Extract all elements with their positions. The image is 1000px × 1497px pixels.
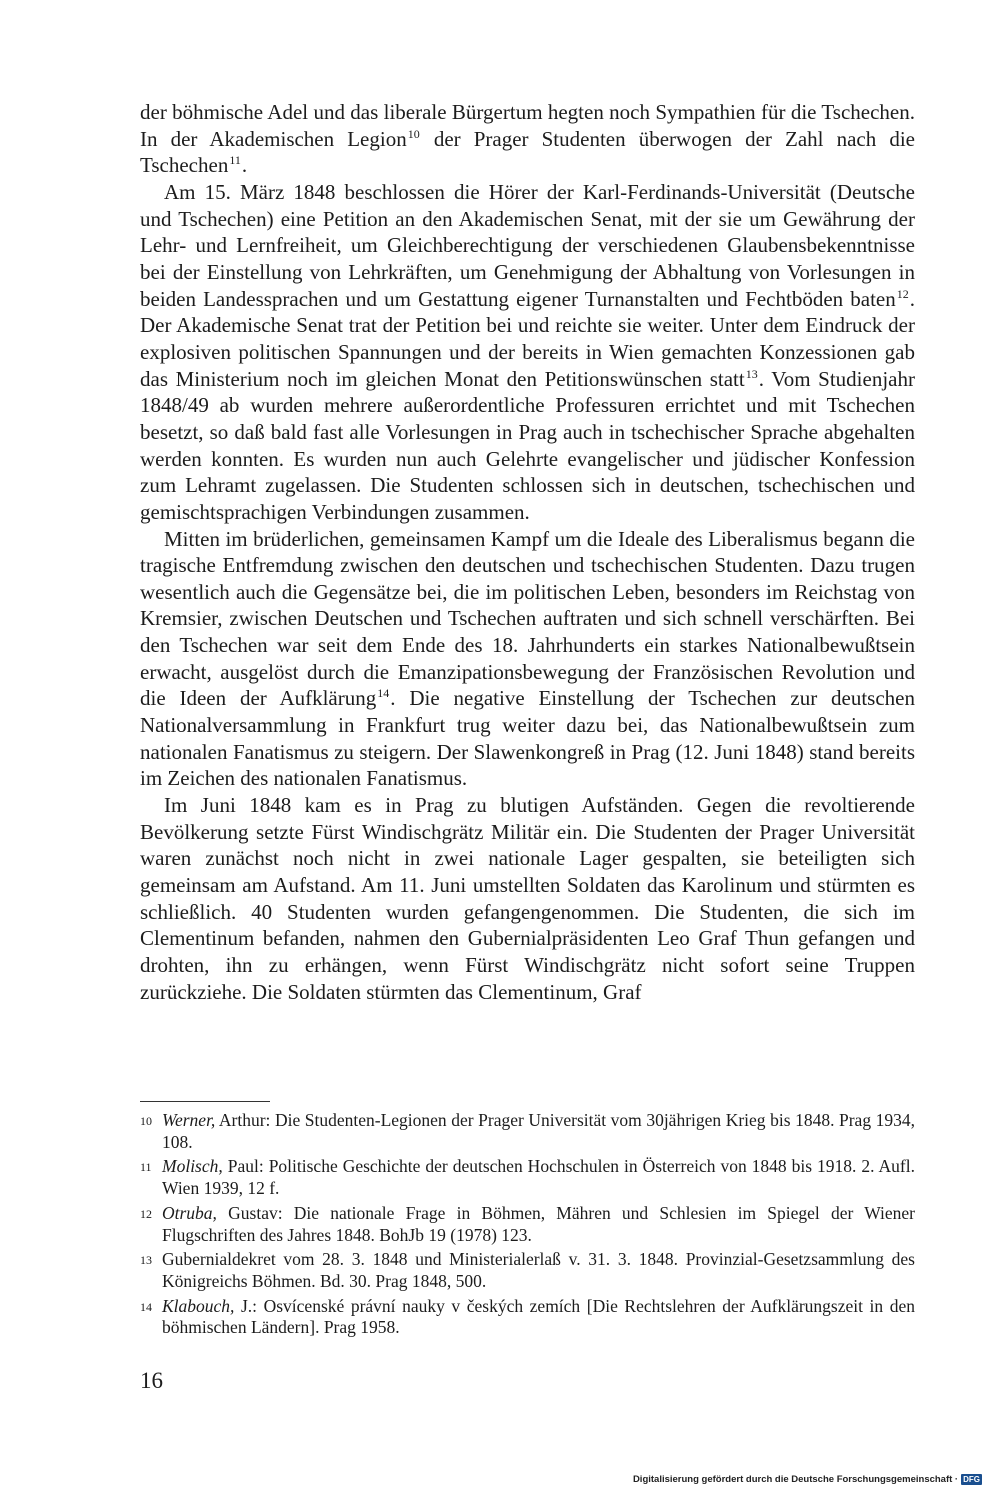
footnote [140,1249,915,1293]
footnote-citation: Gustav: Die nationale Frage in Böhmen, Mähren und Schlesien im Spiegel der Wiener Flugschriften des Jahres 1848. BohJb 19 (1978) 123. [162,1202,915,1245]
credit-text: Digitalisierung gefördert durch die Deutsche Forschungsgemeinschaft · [632,1474,959,1485]
text-run: der Prager Studenten überwogen der Zahl nach die Tschechen [140,126,915,178]
footnote-citation: Gubernialdekret vom 28. 3. 1848 und Ministerialerlaß v. 31. 3. 1848. Provinzial-Gesetzsammlung des Königreichs Böhmen. Bd. 30. Prag 1848, 500. [162,1249,915,1291]
text-run: . Die negative Einstellung der Tschechen zur deutschen Nationalversammlung in Frankfurt trug weiter dazu bei, das Nationalbewußtsein zum nationalen Fanatismus zu steigern. Der Slawenkongreß in Prag (12. Juni 1848) stand bereits im Zeichen des nationalen Fanatismus. [140,686,915,791]
footnote-ref: 10 [407,126,420,141]
footnote-ref: 11 [229,153,241,168]
text-run: . Der Akademische Senat trat der Petition bei und reichte sie weiter. Unter dem Eindruck der explosiven politischen Spannungen und der bereits in Wien gemachten Konzessionen gab das Ministerium noch im gleichen Monat den Petitionswünschen statt [140,286,915,391]
paragraph [140,526,915,793]
footnote-number: 10 [140,1114,152,1128]
footnote-text [162,1249,915,1293]
page-number: 16 [140,1368,163,1393]
footnote-author: Otruba, [162,1202,217,1223]
body-text [140,99,915,1005]
footnote-number: 11 [140,1160,152,1175]
footnote [140,1110,915,1154]
footnotes [140,1110,915,1342]
footnote-author: Molisch, [162,1156,223,1177]
footnote-text [162,1203,915,1247]
footnote-citation: Paul: Politische Geschichte der deutschen Hochschulen in Österreich von 1848 bis 1918. 2. Aufl. Wien 1939, 12 f. [162,1156,915,1199]
footnote-citation: Arthur: Die Studenten-Legionen der Prager Universität vom 30jährigen Krieg bis 1848. Prag 1934, 108. [162,1110,915,1152]
text-run: . Vom Studienjahr 1848/49 ab wurden mehrere außerordentliche Professuren errichtet und mit Tschechen besetzt, so daß bald fast alle Vorlesungen in Prag auch in tschechischer Sprache abgehalten werden konnten. Es wurden nun auch Gelehrte evangelischer und jüdischer Konfession zum Lehramt zugelassen. Die Studenten schlossen sich in deutschen, tschechischen und gemischtsprachigen Verbindungen zusammen. [140,366,915,524]
text-run: der böhmische Adel und das liberale Bürgertum hegten noch Sympathien für die Tschechen. In der Akademischen Legion [140,100,915,151]
footnote-citation: J.: Osvícenské právní nauky v českých zemích [Die Rechtslehren der Aufklärungszeit in den böhmischen Ländern]. Prag 1958. [162,1295,915,1338]
footnote-number: 14 [140,1299,152,1314]
footnote [140,1296,915,1340]
footnote-ref: 14 [377,686,390,701]
footnote-separator [140,1101,270,1102]
footnote-number: 13 [140,1253,152,1268]
footnote-author: Klabouch, [162,1295,235,1316]
text-run: Im Juni 1848 kam es in Prag zu blutigen Aufständen. Gegen die revoltierende Bevölkerung setzte Fürst Windischgrätz Militär ein. Die Studenten der Prager Universität waren zunächst noch nicht in zwei nationale Lager gespalten, sie beteiligten sich gemeinsam am Aufstand. Am 11. Juni umstellten Soldaten das Karolinum und stürmten es schließlich. 40 Studenten wurden gefangengenommen. Die Studenten, die sich im Clementinum befanden, nahmen den Gubernialpräsidenten Leo Graf Thun gefangen und drohten, ihn zu erhängen, wenn Fürst Windischgrätz nicht sofort seine Truppen zurückziehe. Die Soldaten stürmten das Clementinum, Graf [140,793,915,1004]
footnote-text [162,1110,915,1154]
footnote-text [162,1156,915,1200]
text-run: Am 15. März 1848 beschlossen die Hörer der Karl-Ferdinands-Universität (Deutsche und Tschechen) eine Petition an den Akademischen Senat, mit der sie um Gewährung der Lehr- und Lernfreiheit, um Gleichberechtigung der verschiedenen Glaubensbekenntnisse bei der Einstellung von Lehrkräften, um Genehmigung der Abhaltung von Vorlesungen in beiden Landessprachen und um Gestattung eigener Turnanstalten und Fechtböden baten [140,179,915,311]
paragraph [140,792,915,1005]
paragraph [140,99,915,179]
footnote-author: Werner, [162,1110,216,1130]
footnote-number: 12 [140,1206,152,1221]
footnote [140,1203,915,1247]
digitization-credit [633,1474,982,1485]
dfg-logo-icon: DFG [963,1475,980,1484]
footnote-ref: 13 [745,366,758,381]
footnote-text [162,1296,915,1340]
text-run: Mitten im brüderlichen, gemeinsamen Kampf um die Ideale des Liberalismus begann die tragische Entfremdung zwischen den deutschen und tschechischen Studenten. Dazu trugen wesentlich auch die Gegensätze bei, die im politischen Leben, besonders im Reichstag von Kremsier, zwischen Deutschen und Tschechen auftraten und sich schnell verschärften. Bei den Tschechen war seit dem Ende des 18. Jahrhunderts ein starkes Nationalbewußtsein erwacht, ausgelöst durch die Emanzipationsbewegung der Französischen Revolution und die Ideen der Aufklärung [140,526,915,711]
footnote [140,1156,915,1200]
footnote-ref: 12 [896,286,909,301]
text-run: . [241,153,248,178]
paragraph [140,179,915,526]
